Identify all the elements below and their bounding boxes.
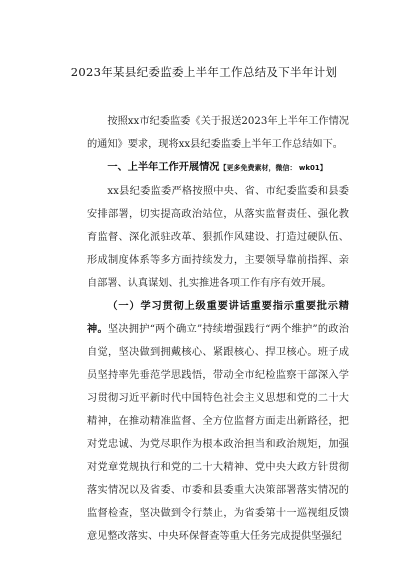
document-body — [87, 110, 349, 548]
document-title: 2023年某县纪委监委上半年工作总结及下半年计划 — [70, 65, 338, 79]
intro-paragraph: 按照xx市纪委监委《关于报送2023年上半年工作情况的通知》要求，现将xx县纪委监委上半年工作总结如下。 — [87, 116, 349, 150]
subsection-text: 坚决拥护“两个确立”持续增强践行“两个维护”的政治自觉，坚决做到拥戴核心、紧跟核心、捍卫核心。班子成员坚持率先垂范学思践悟，带动全市纪检监察干部深入学习贯彻习近平新时代中国特色社会主义思想和党的二十大精神，在推动精准监督、全方位监督方面走出新路径，把对党忠诚、为党尽职作为根本政治担当和政治规矩，加强对党章党规执行和党的二十大精神、党中央大政方针贯彻落实情况以及省委、市委和县委重大决策部署落实情况的监督检查，坚决做到令行禁止，为省委第十一巡视组反馈意见整改落实、中央环保督查等重大任务完成提供坚强纪 — [87, 324, 349, 542]
section-paragraph: xx县纪委监委严格按照中央、省、市纪委监委和县委安排部署，切实提高政治站位，从落实监督责任、强化教育监督、深化派驻改革、狠抓作风建设、打造过硬队伍、形成制度体系等多方面持续发力，主要领导靠前指挥、亲自部署、认真谋划、扎实推进各项工作有序有效开展。 — [87, 186, 349, 289]
section-heading — [87, 156, 349, 180]
subsection-heading: （一）学习贯彻上级重要讲话重要指示重要批示精神。 — [87, 301, 349, 335]
section-heading-note: 【更多免费素材，微信： wk01】 — [219, 164, 327, 172]
subsection-paragraph — [87, 295, 349, 548]
section-heading-text: 一、上半年工作开展情况 — [107, 162, 220, 173]
